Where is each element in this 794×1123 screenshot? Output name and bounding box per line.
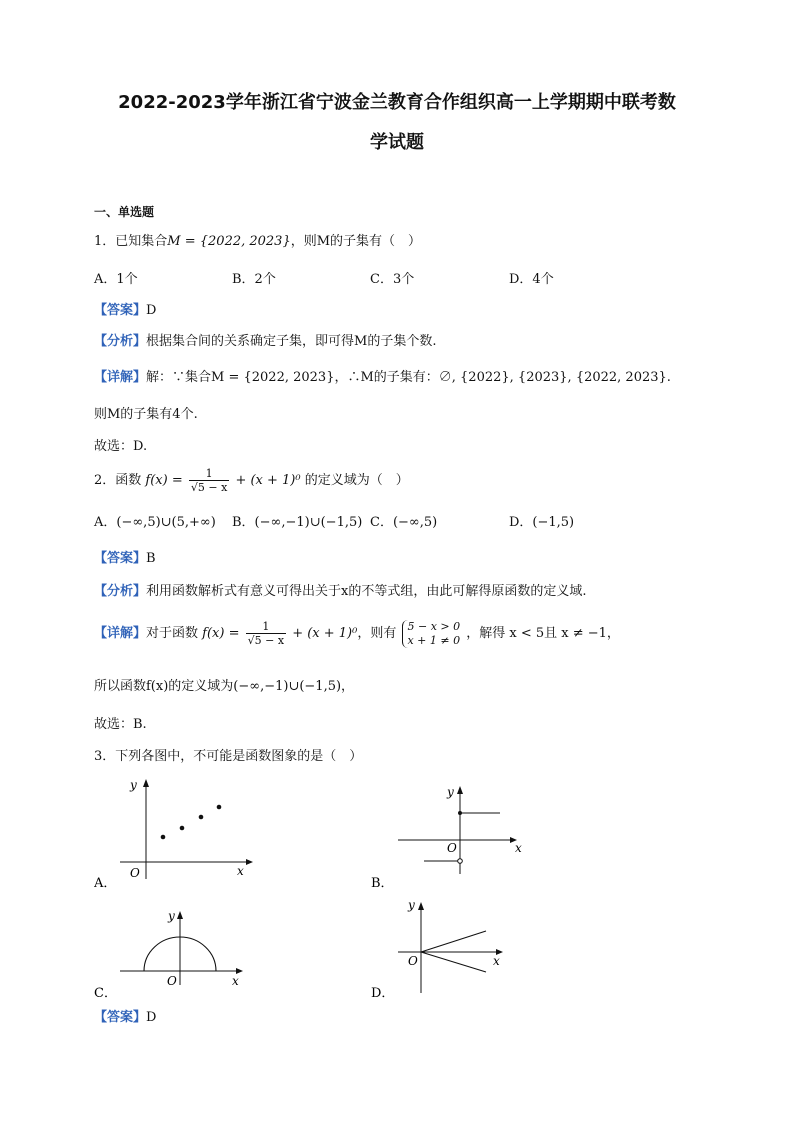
section-heading: 一、单选题 (94, 205, 155, 219)
q1-suffix: ，则M的子集有（ ） (290, 234, 422, 249)
q3-answer (94, 1009, 156, 1027)
answer-tag: 【答案】 (94, 1010, 147, 1025)
graph-b-open-endpoint (458, 859, 463, 864)
graph-b-label: B． (371, 876, 394, 891)
q1-analysis-text: 根据集合间的关系确定子集，即可得M的子集个数. (146, 334, 437, 349)
q2-inequality-1: 5 − x > 0 (407, 619, 461, 633)
q2-detail-fraction (246, 620, 286, 647)
q2-func-rest: + (x + 1)⁰ (235, 473, 301, 488)
graph-d-origin-label: O (408, 954, 418, 968)
q1-set: M = {2022, 2023} (167, 234, 291, 249)
document-title-line-2: 学试题 (370, 132, 424, 153)
q2-detail-func-lhs: f(x) = (202, 626, 240, 641)
q1-prefix: 1．已知集合 (94, 234, 168, 249)
graph-c-origin-label: O (167, 974, 177, 988)
q2-inequality-system (402, 620, 460, 648)
q2-func-lhs: f(x) = (145, 473, 183, 488)
q1-stem (94, 233, 421, 251)
q2-fraction (189, 467, 229, 494)
q2-option-b: B．(−∞,−1)∪(−1,5) (232, 515, 363, 530)
graph-b-y-label: y (447, 785, 454, 799)
q2-detail-func-rest: + (x + 1)⁰ (292, 626, 358, 641)
answer-tag: 【答案】 (94, 551, 147, 566)
q1-option-d: D．4个 (509, 272, 554, 287)
q1-option-b: B．2个 (232, 272, 276, 287)
q2-conclusion: 故选：B. (94, 717, 147, 732)
graph-d-y-label: y (408, 898, 415, 912)
q1-detail-2: 则M的子集有4个. (94, 407, 198, 422)
q3-stem: 3．下列各图中，不可能是函数图象的是（ ） (94, 749, 363, 764)
q2-detail-prefix: 对于函数 (146, 626, 199, 641)
graph-b-y-arrow (457, 786, 463, 794)
graph-c-label: C． (94, 986, 117, 1001)
q2-fraction-num: 1 (189, 467, 229, 481)
q2-analysis-text: 利用函数解析式有意义可得出关于x的不等式组，由此可解得原函数的定义域. (146, 584, 587, 599)
graph-a-x-arrow (246, 859, 253, 865)
graph-b-origin-label: O (447, 841, 457, 855)
q2-answer (94, 550, 156, 568)
graph-d-upper-ray (421, 931, 486, 952)
q2-prefix: 2．函数 (94, 473, 142, 488)
q2-inequality-2: x + 1 ≠ 0 (407, 633, 461, 647)
graph-a (94, 775, 264, 895)
q2-detail-fraction-den: √5 − x (247, 634, 285, 647)
graph-a-label: A． (94, 876, 117, 891)
q1-option-a: A．1个 (94, 272, 138, 287)
analysis-tag: 【分析】 (94, 584, 147, 599)
q1-detail-text: 解：∵集合M = {2022, 2023}，∴M的子集有：∅, {2022}, {2023}, {2022, 2023}. (146, 370, 671, 385)
q1-option-c: C．3个 (370, 272, 415, 287)
graph-d-x-label: x (493, 954, 500, 968)
graph-b-filled-endpoint (458, 811, 462, 815)
graph-a-point-1 (161, 835, 166, 840)
q2-detail (94, 618, 620, 650)
q1-answer (94, 302, 156, 320)
graph-a-point-2 (180, 826, 185, 831)
analysis-tag: 【分析】 (94, 334, 147, 349)
graph-a-origin-label: O (130, 866, 140, 880)
q1-answer-value: D (146, 303, 157, 318)
q2-detail-fraction-num: 1 (246, 620, 286, 634)
q1-conclusion: 故选：D. (94, 439, 148, 454)
q2-fraction-den: √5 − x (190, 481, 228, 494)
graph-a-point-3 (199, 815, 204, 820)
graph-d-lower-ray (421, 952, 486, 972)
q2-detail-2: 所以函数f(x)的定义域为(−∞,−1)∪(−1,5)， (94, 679, 355, 694)
graph-d-label: D． (371, 986, 395, 1001)
graph-c-y-label: y (168, 909, 175, 923)
graph-c-x-label: x (232, 974, 239, 988)
graph-a-y-arrow (143, 779, 149, 787)
q2-option-d: D．(−1,5) (509, 515, 575, 530)
q2-detail-suffix: ，解得 x < 5且 x ≠ −1， (466, 626, 620, 641)
graph-a-y-label: y (130, 778, 137, 792)
q2-option-c: C．(−∞,5) (370, 515, 438, 530)
graph-a-x-label: x (237, 864, 244, 878)
graph-c-y-arrow (177, 911, 183, 919)
q2-detail-mid: ，则有 (357, 626, 397, 641)
q2-analysis (94, 583, 586, 601)
q3-answer-value: D (146, 1010, 157, 1025)
graph-d (368, 895, 538, 1005)
detail-tag: 【详解】 (94, 626, 147, 641)
detail-tag: 【详解】 (94, 370, 147, 385)
graph-c (94, 905, 264, 1005)
q1-detail (94, 369, 671, 387)
graph-b-x-label: x (515, 841, 522, 855)
q2-stem (94, 466, 409, 496)
answer-tag: 【答案】 (94, 303, 147, 318)
q2-suffix: 的定义域为（ ） (304, 473, 409, 488)
graph-a-point-4 (217, 805, 222, 810)
q2-option-a: A．(−∞,5)∪(5,+∞) (94, 515, 216, 530)
q1-analysis (94, 333, 436, 351)
document-title-line-1: 2022-2023学年浙江省宁波金兰教育合作组织高一上学期期中联考数 (118, 92, 676, 113)
graph-d-y-arrow (418, 902, 424, 910)
q2-answer-value: B (146, 551, 156, 566)
graph-b (368, 780, 538, 895)
